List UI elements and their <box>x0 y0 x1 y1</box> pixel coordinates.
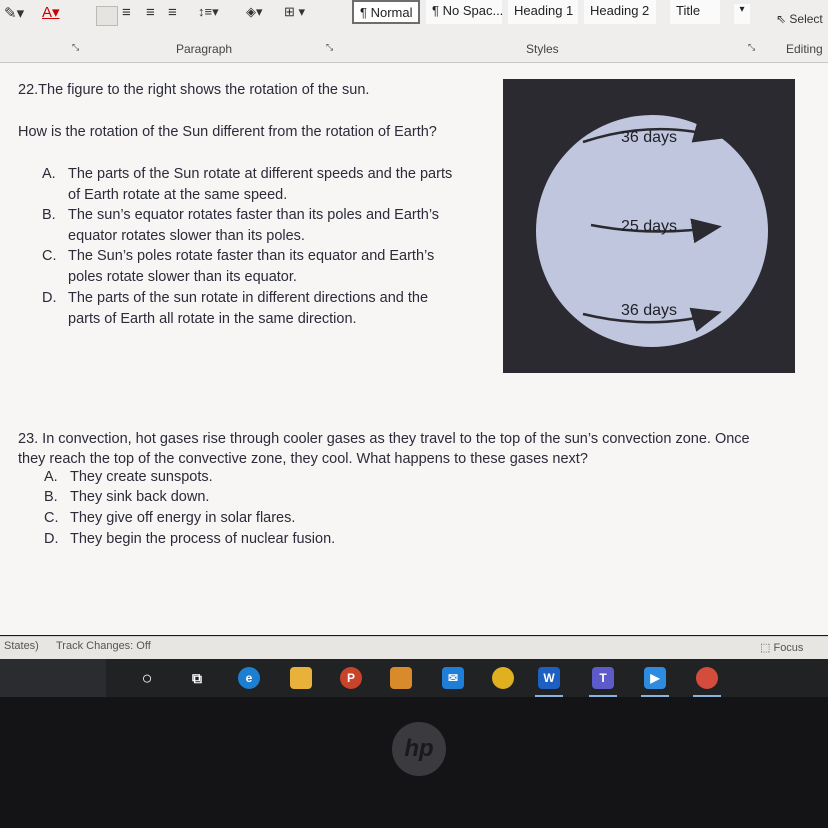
taskbar-search-area[interactable] <box>0 659 106 697</box>
shading-icon[interactable]: ◈▾ <box>246 4 263 19</box>
styles-group-label: Styles <box>526 42 559 56</box>
styles-more-icon[interactable]: ▾ <box>734 4 750 24</box>
editing-group-label: Editing <box>786 42 823 56</box>
equator-days-label: 25 days <box>620 218 678 235</box>
option-line: poles rotate slower than its equator. <box>68 268 297 285</box>
word-ribbon <box>0 0 828 63</box>
style-normal[interactable]: ¶ Normal <box>352 0 420 24</box>
option-letter: A. <box>42 166 56 182</box>
option-letter: D. <box>44 531 59 547</box>
bottom-days-label: 36 days <box>620 302 678 319</box>
focus-icon: ⬚ <box>760 642 771 654</box>
option-line: The parts of the sun rotate in different directions and the <box>68 290 429 306</box>
store-icon[interactable] <box>390 667 412 689</box>
q23-line-1: 23. In convection, hot gases rise through cooler gases as they travel to the top of the sun’s convection zone. Once <box>18 431 750 447</box>
select-icon[interactable]: ⇖ Select <box>776 12 823 26</box>
option-line: parts of Earth all rotate in the same direction. <box>68 310 357 327</box>
borders-icon[interactable]: ⊞ ▾ <box>284 4 306 19</box>
option-text: They sink back down. <box>70 489 210 505</box>
select-label: Select <box>789 12 823 26</box>
styles-launcher-icon[interactable]: ⤡ <box>748 42 756 52</box>
option-text: They begin the process of nuclear fusion. <box>70 531 336 547</box>
style-no-spacing[interactable]: ¶ No Spac... <box>426 0 502 24</box>
align-center-icon[interactable]: ≡ <box>122 4 131 21</box>
justify-icon[interactable]: ≡ <box>168 4 177 21</box>
hp-logo: hp <box>392 722 446 776</box>
option-line: The parts of the Sun rotate at different speeds and the parts <box>68 166 453 182</box>
edge-icon[interactable]: e <box>238 667 260 689</box>
focus-mode-button[interactable] <box>760 641 803 654</box>
option-letter: B. <box>42 207 56 223</box>
style-heading-2[interactable]: Heading 2 <box>584 0 656 24</box>
style-heading-1[interactable]: Heading 1 <box>508 0 578 24</box>
paragraph-group-label: Paragraph <box>176 42 233 56</box>
word-icon[interactable]: W <box>538 667 560 689</box>
status-language[interactable]: States) <box>4 640 39 652</box>
paragraph-launcher-icon[interactable]: ⤡ <box>326 42 334 52</box>
option-letter: D. <box>42 290 57 306</box>
q22-title: 22.The figure to the right shows the rotation of the sun. <box>18 82 370 98</box>
highlight-icon[interactable]: ✎▾ <box>4 5 25 22</box>
option-letter: A. <box>44 469 58 485</box>
zoom-icon[interactable]: ▶ <box>644 667 666 689</box>
mail-icon[interactable]: ✉ <box>442 667 464 689</box>
search-circle-icon[interactable]: ○ <box>141 667 153 688</box>
sun-rotation-figure <box>503 79 795 373</box>
option-line: The Sun’s poles rotate faster than its equator and Earth’s <box>68 248 435 264</box>
status-bar <box>0 636 828 659</box>
powerpoint-icon[interactable]: P <box>340 667 362 689</box>
option-line: equator rotates slower than its poles. <box>68 227 305 244</box>
teams-icon[interactable]: T <box>592 667 614 689</box>
option-line: The sun’s equator rotates faster than its poles and Earth’s <box>68 207 440 223</box>
top-days-label: 36 days <box>620 129 678 146</box>
align-left-icon[interactable] <box>96 6 118 26</box>
option-text: They give off energy in solar flares. <box>70 510 296 526</box>
chrome-profile-icon[interactable] <box>696 667 718 689</box>
option-letter: B. <box>44 489 58 505</box>
option-text: They create sunspots. <box>70 469 213 485</box>
task-view-icon[interactable]: ⧉ <box>192 669 202 686</box>
sun-diagram <box>503 79 795 373</box>
focus-label: Focus <box>773 642 804 654</box>
line-spacing-icon[interactable]: ↕≡▾ <box>198 4 219 19</box>
font-color-icon[interactable]: A▾ <box>42 4 60 21</box>
option-letter: C. <box>44 510 59 526</box>
style-title[interactable]: Title <box>670 0 720 24</box>
font-launcher-icon[interactable]: ⤡ <box>72 42 80 52</box>
file-explorer-icon[interactable] <box>290 667 312 689</box>
option-letter: C. <box>42 248 57 264</box>
chrome-icon[interactable] <box>492 667 514 689</box>
option-line: of Earth rotate at the same speed. <box>68 186 288 203</box>
windows-taskbar <box>0 659 828 697</box>
status-track-changes[interactable]: Track Changes: Off <box>56 640 151 652</box>
align-right-icon[interactable]: ≡ <box>146 4 155 21</box>
q23-line-2: they reach the top of the convective zone, they cool. What happens to these gases next? <box>18 451 588 467</box>
q22-question: How is the rotation of the Sun different from the rotation of Earth? <box>18 124 437 140</box>
